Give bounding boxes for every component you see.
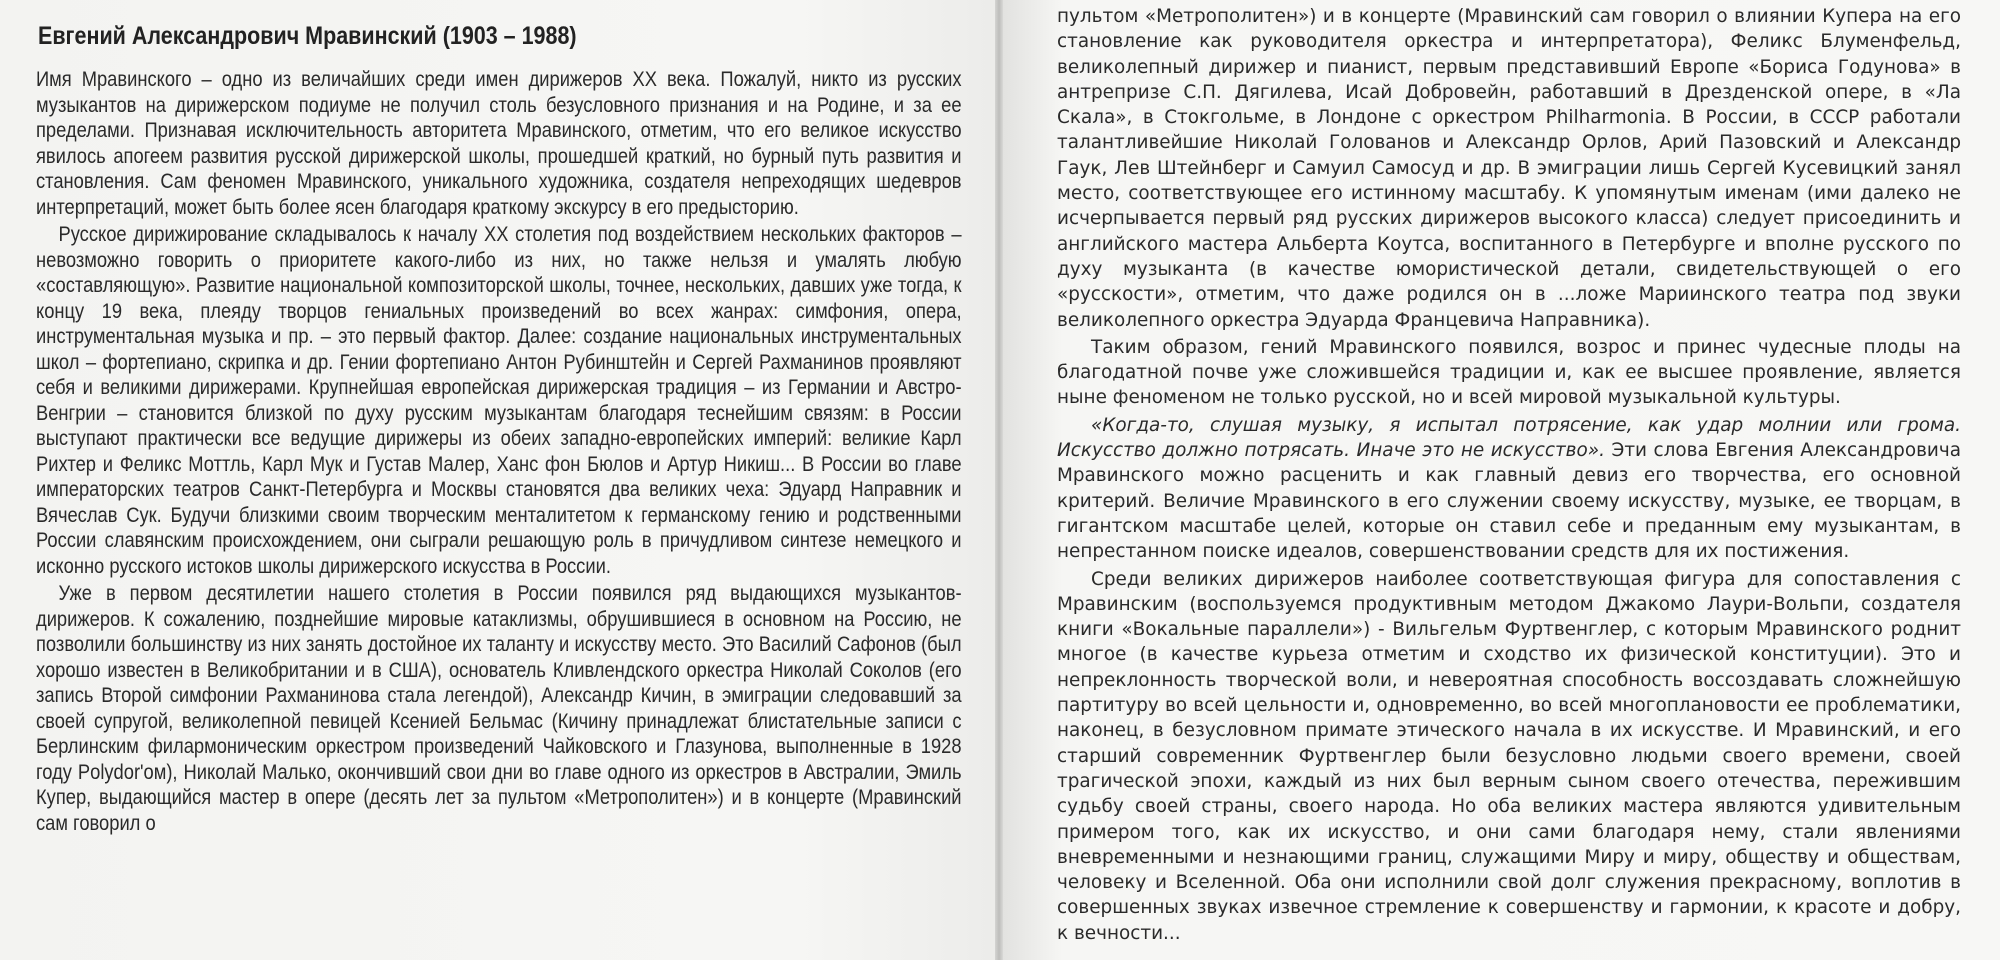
paragraph-furtwangler: Среди великих дирижеров наиболее соответствующая фигура для сопоставления с Мравинским (воспользуемся продуктивным методом Джакомо Лаури-Вольпи, создателя книги «Вокальные параллели») - Вильгельм Фуртвенглер, с которым Мравинского роднит многое (в качестве курьеза отметим и сходство их физической конституции). Это и непреклонность творческой воли, и невероятная способность воссоздавать сложнейшую партитуру во всей цельности и, одновременно, во всей многоплановости ее проблематики, наконец, в безусловном примате этического начала в их искусстве. И Мравинский, и его старший современник Фуртвенглер были безусловно людьми своего времени, своей трагической эпохи, каждый из них был верным сыном своего отечества, пережившим судьбу своей страны, своего народа. Но оба великих мастера являются удивительным примером того, как их искусство, и они сами благодаря нему, стали явлениями вневременными и незнающими границ, служащими Миру и миру, обществу и обществам, человеку и Вселенной. Оба они исполнили свой долг служения прекрасному, воплотив в совершенных звуках извечное стремление к совершенству и гармонии, к красоте и добру, к вечности... bbox=[1057, 568, 1961, 944]
article-title: Евгений Александрович Мравинский (1903 – 1988) bbox=[38, 22, 577, 50]
page-gutter bbox=[995, 0, 1003, 960]
paragraph-intro: Имя Мравинского – одно из величайших среди имен дирижеров XX века. Пожалуй, никто из русских музыкантов на дирижерском подиуме не получил столь безусловного признания и на Родине, и за ее пределами. Признавая исключительность авторитета Мравинского, отметим, что его великое искусство явилось апогеем развития русской дирижерской школы, прошедшей краткий, но бурный путь развития и становления. Сам феномен Мравинского, уникального художника, создателя непреходящих шедевров интерпретаций, может быть более ясен благодаря краткому экскурсу в его предысторию. bbox=[36, 68, 962, 219]
paragraph-russian-conducting: Русское дирижирование складывалось к началу XX столетия под воздействием нескольких факторов – невозможно говорить о приоритете какого-либо из них, но также нельзя и умалять любую «составляющую». Развитие национальной композиторской школы, точнее, нескольких, давших уже тогда, к концу 19 века, плеяду творцов гениальных произведений во всех жанрах: симфония, опера, инструментальная музыка и пр. – это первый фактор. Далее: создание национальных инструментальных школ – фортепиано, скрипка и др. Гении фортепиано Антон Рубинштейн и Сергей Рахманинов проявляют себя и великими дирижерами. Крупнейшая европейская дирижерская традиция – из Германии и Австро-Венгрии – становится близкой по духу русским музыкантам благодаря теснейшим связям: в России выступают практически все ведущие дирижеры из обеих западно-европейских империй: великие Карл Рихтер и Феликс Моттль, Карл Мук и Густав Малер, Ханс фон Бюлов и Артур Никиш... В России во главе императорских театров Санкт-Петербурга и Москвы становятся два великих чеха: Эдуард Направник и Вячеслав Сук. Будучи близкими своим творческим менталитетом к германскому гению и родственными России славянским происхождением, они сыграли решающую роль в причудливом синтезе немецкого и исконно русского истоков школы дирижерского искусства в России. bbox=[36, 223, 962, 578]
paragraph-quote bbox=[1057, 413, 1961, 565]
mravinsky-quote: «Когда-то, слушая музыку, я испытал потрясение, как удар молнии или грома. Искусство должно потрясать. Иначе это не искусство». bbox=[1057, 414, 1961, 462]
quote-followup: Эти слова Евгения Александровича Мравинского можно расценить и как главный девиз его творчества, его основной критерий. Величие Мравинского в его служении своему искусству, музыке, ее творцам, в гигантском масштабе целей, которые он ставил себе и преданным ему музыкантам, в непрестанном поиске идеалов, совершенствовании средств для их постижения. bbox=[1057, 440, 1961, 563]
paragraph-genius: Таким образом, гений Мравинского появился, возрос и принес чудесные плоды на благодатной почве уже сложившейся традиции и, как ее высшее проявление, является ныне феноменом не только русской, но и всей мировой музыкальной культуры. bbox=[1057, 336, 1961, 409]
left-page bbox=[0, 0, 995, 960]
right-page bbox=[1003, 0, 2000, 960]
paragraph-continuation: пультом «Метрополитен») и в концерте (Мравинский сам говорил о влиянии Купера на его становление как руководителя оркестра и интерпретатора), Феликс Блуменфельд, великолепный дирижер и пианист, первым представивший Европе «Бориса Годунова» в антрепризе С.П. Дягилева, Исай Добровейн, работавший в Дрезденской опере, в «Ла Скала», в Стокгольме, в Лондоне с оркестром Philharmonia. В России, в СССР работали талантливейшие Николай Голованов и Александр Орлов, Арий Пазовский и Александр Гаук, Лев Штейнберг и Самуил Самосуд и др. В эмиграции лишь Сергей Кусевицкий занял место, соответствующее его истинному масштабу. К упомянутым именам (ими далеко не исчерпывается первый ряд русских дирижеров высокого класса) следует присоединить и английского мастера Альберта Коутса, воспитанного в Петербурге и вполне русского по духу музыканта (в качестве юмористической детали, свидетельствующей о его «русскости», отметим, что даже родился он в ...ложе Мариинского театра под звуки великолепного оркестра Эдуарда Францевича Направника). bbox=[1057, 6, 1961, 331]
paragraph-early-conductors: Уже в первом десятилетии нашего столетия в России появился ряд выдающихся музыкантов-дирижеров. К сожалению, позднейшие мировые катаклизмы, обрушившиеся в основном на Россию, не позволили большинству из них занять достойное их таланту и искусству место. Это Василий Сафонов (был хорошо известен в Великобритании и в США), основатель Кливлендского оркестра Николай Соколов (его запись Второй симфонии Рахманинова стала легендой), Александр Кичин, в эмиграции следовавший за своей супругой, великолепной певицей Ксенией Бельмас (Кичину принадлежат блистательные записи с Берлинским филармоническим оркестром произведений Чайковского и Глазунова, выполненные в 1928 году Polydor'ом), Николай Малько, окончивший свои дни во главе одного из оркестров в Австралии, Эмиль Купер, выдающийся мастер в опере (десять лет за пультом «Метрополитен») и в концерте (Мравинский сам говорил о bbox=[36, 582, 962, 835]
